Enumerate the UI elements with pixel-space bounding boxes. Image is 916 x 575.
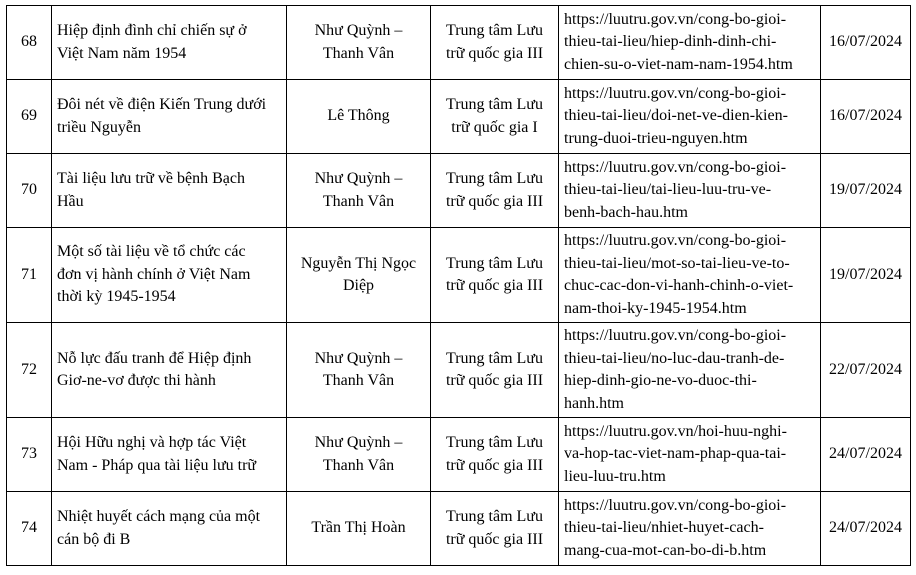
row-number: 71 bbox=[7, 228, 52, 323]
link-line: trung-duoi-trieu-nguyen.htm bbox=[564, 129, 748, 147]
link-line: mang-cua-mot-can-bo-di-b.htm bbox=[564, 541, 767, 559]
row-number: 74 bbox=[7, 492, 52, 566]
title-line: Giơ-ne-vơ được thi hành bbox=[57, 372, 216, 389]
link-line: https://luutru.gov.vn/cong-bo-gioi- bbox=[564, 232, 787, 249]
link-line: thieu-tai-lieu/no-luc-dau-tranh-de- bbox=[564, 349, 785, 367]
row-number: 69 bbox=[7, 80, 52, 154]
table-row bbox=[7, 418, 911, 492]
source-cell bbox=[431, 228, 559, 323]
title-line: Nỗ lực đấu tranh để Hiệp định bbox=[57, 349, 252, 367]
author-line: Như Quỳnh – bbox=[314, 170, 403, 187]
author-line: Như Quỳnh – bbox=[314, 22, 403, 39]
source-line: trữ quốc gia III bbox=[445, 372, 544, 389]
author-cell bbox=[287, 228, 431, 323]
table-row bbox=[7, 80, 911, 154]
link-line: https://luutru.gov.vn/cong-bo-gioi- bbox=[564, 10, 787, 28]
source-cell bbox=[431, 323, 559, 418]
link-line: nam-thoi-ky-1945-1954.htm bbox=[564, 299, 747, 317]
source-line: trữ quốc gia III bbox=[445, 44, 544, 62]
author-line: Thanh Vân bbox=[322, 44, 395, 62]
title-cell bbox=[52, 228, 287, 323]
title-line: Hội Hữu nghị và hợp tác Việt bbox=[57, 434, 247, 451]
author-line: Thanh Vân bbox=[322, 372, 395, 389]
date-cell: 16/07/2024 bbox=[821, 80, 911, 154]
title-cell bbox=[52, 418, 287, 492]
date-cell: 24/07/2024 bbox=[821, 492, 911, 566]
source-line: trữ quốc gia III bbox=[445, 530, 544, 548]
link-cell[interactable] bbox=[559, 6, 821, 80]
title-line: Tài liệu lưu trữ về bệnh Bạch bbox=[57, 170, 245, 187]
link-line: thieu-tai-lieu/doi-net-ve-dien-kien- bbox=[564, 107, 788, 125]
title-line: cán bộ đi B bbox=[57, 530, 131, 548]
link-line: https://luutru.gov.vn/cong-bo-gioi- bbox=[564, 496, 787, 514]
date-cell: 16/07/2024 bbox=[821, 6, 911, 80]
document-table bbox=[6, 5, 911, 566]
source-line: trữ quốc gia III bbox=[445, 456, 544, 474]
table-body bbox=[7, 6, 911, 566]
title-line: Nhiệt huyết cách mạng của một bbox=[57, 508, 261, 525]
title-line: Việt Nam năm 1954 bbox=[57, 44, 187, 62]
source-line: Trung tâm Lưu bbox=[446, 254, 543, 272]
author-line: Thanh Vân bbox=[322, 456, 395, 474]
title-line: Hiệp định đình chỉ chiến sự ở bbox=[57, 22, 247, 39]
table-row bbox=[7, 492, 911, 566]
author-cell bbox=[287, 154, 431, 228]
link-line: benh-bach-hau.htm bbox=[564, 203, 688, 221]
source-cell bbox=[431, 80, 559, 154]
title-line: Nam - Pháp qua tài liệu lưu trữ bbox=[57, 456, 257, 474]
author-line: Như Quỳnh – bbox=[314, 434, 403, 451]
author-cell bbox=[287, 323, 431, 418]
author-line: Trần Thị Hoàn bbox=[311, 519, 406, 537]
title-line: Hầu bbox=[57, 192, 84, 210]
title-line: đơn vị hành chính ở Việt Nam bbox=[57, 265, 251, 283]
link-cell[interactable] bbox=[559, 154, 821, 228]
title-cell bbox=[52, 6, 287, 80]
source-line: Trung tâm Lưu bbox=[446, 508, 543, 525]
row-number: 73 bbox=[7, 418, 52, 492]
link-line: https://luutru.gov.vn/hoi-huu-nghi- bbox=[564, 422, 787, 440]
source-cell bbox=[431, 154, 559, 228]
source-line: Trung tâm Lưu bbox=[446, 434, 543, 451]
title-line: Một số tài liệu về tổ chức các bbox=[57, 243, 246, 261]
link-cell[interactable] bbox=[559, 323, 821, 418]
link-line: https://luutru.gov.vn/cong-bo-gioi- bbox=[564, 327, 787, 344]
table-row bbox=[7, 154, 911, 228]
link-cell[interactable] bbox=[559, 80, 821, 154]
source-cell bbox=[431, 418, 559, 492]
source-line: trữ quốc gia III bbox=[445, 192, 544, 210]
source-cell bbox=[431, 6, 559, 80]
date-cell: 19/07/2024 bbox=[821, 228, 911, 323]
link-line: thieu-tai-lieu/tai-lieu-luu-tru-ve- bbox=[564, 181, 772, 199]
link-line: https://luutru.gov.vn/cong-bo-gioi- bbox=[564, 158, 787, 176]
link-line: https://luutru.gov.vn/cong-bo-gioi- bbox=[564, 84, 787, 102]
source-line: Trung tâm Lưu bbox=[446, 170, 543, 187]
author-line: Nguyễn Thị Ngọc bbox=[300, 254, 417, 272]
link-cell[interactable] bbox=[559, 492, 821, 566]
source-line: trữ quốc gia III bbox=[445, 277, 544, 294]
table-row bbox=[7, 6, 911, 80]
date-cell: 24/07/2024 bbox=[821, 418, 911, 492]
author-cell bbox=[287, 6, 431, 80]
title-line: thời kỳ 1945-1954 bbox=[57, 288, 176, 306]
source-line: Trung tâm Lưu bbox=[446, 22, 543, 39]
author-line: Thanh Vân bbox=[322, 192, 395, 210]
source-cell bbox=[431, 492, 559, 566]
table-row bbox=[7, 228, 911, 323]
title-cell bbox=[52, 80, 287, 154]
source-line: Trung tâm Lưu bbox=[446, 349, 543, 367]
link-line: chien-su-o-viet-nam-nam-1954.htm bbox=[564, 55, 793, 73]
link-line: hiep-dinh-gio-ne-vo-duoc-thi- bbox=[564, 372, 757, 389]
title-line: Đôi nét về điện Kiến Trung dưới bbox=[57, 96, 267, 113]
author-cell bbox=[287, 492, 431, 566]
link-line: thieu-tai-lieu/mot-so-tai-lieu-ve-to- bbox=[564, 254, 790, 272]
source-line: Trung tâm Lưu bbox=[446, 96, 543, 113]
link-cell[interactable] bbox=[559, 418, 821, 492]
link-cell[interactable] bbox=[559, 228, 821, 323]
link-line: hanh.htm bbox=[564, 394, 624, 412]
link-line: thieu-tai-lieu/hiep-dinh-dinh-chi- bbox=[564, 33, 777, 51]
link-line: thieu-tai-lieu/nhiet-huyet-cach- bbox=[564, 519, 764, 537]
author-line: Lê Thông bbox=[327, 107, 390, 125]
author-line: Như Quỳnh – bbox=[314, 349, 403, 367]
table-row bbox=[7, 323, 911, 418]
source-line: trữ quốc gia I bbox=[451, 118, 538, 136]
author-line: Diệp bbox=[342, 277, 375, 294]
author-cell bbox=[287, 418, 431, 492]
author-cell bbox=[287, 80, 431, 154]
link-line: chuc-cac-don-vi-hanh-chinh-o-viet- bbox=[564, 277, 794, 294]
row-number: 68 bbox=[7, 6, 52, 80]
date-cell: 19/07/2024 bbox=[821, 154, 911, 228]
row-number: 72 bbox=[7, 323, 52, 418]
title-cell bbox=[52, 323, 287, 418]
title-line: triều Nguyễn bbox=[57, 118, 141, 136]
title-cell bbox=[52, 492, 287, 566]
link-line: lieu-luu-tru.htm bbox=[564, 467, 666, 485]
title-cell bbox=[52, 154, 287, 228]
row-number: 70 bbox=[7, 154, 52, 228]
link-line: va-hop-tac-viet-nam-phap-qua-tai- bbox=[564, 445, 787, 463]
date-cell: 22/07/2024 bbox=[821, 323, 911, 418]
